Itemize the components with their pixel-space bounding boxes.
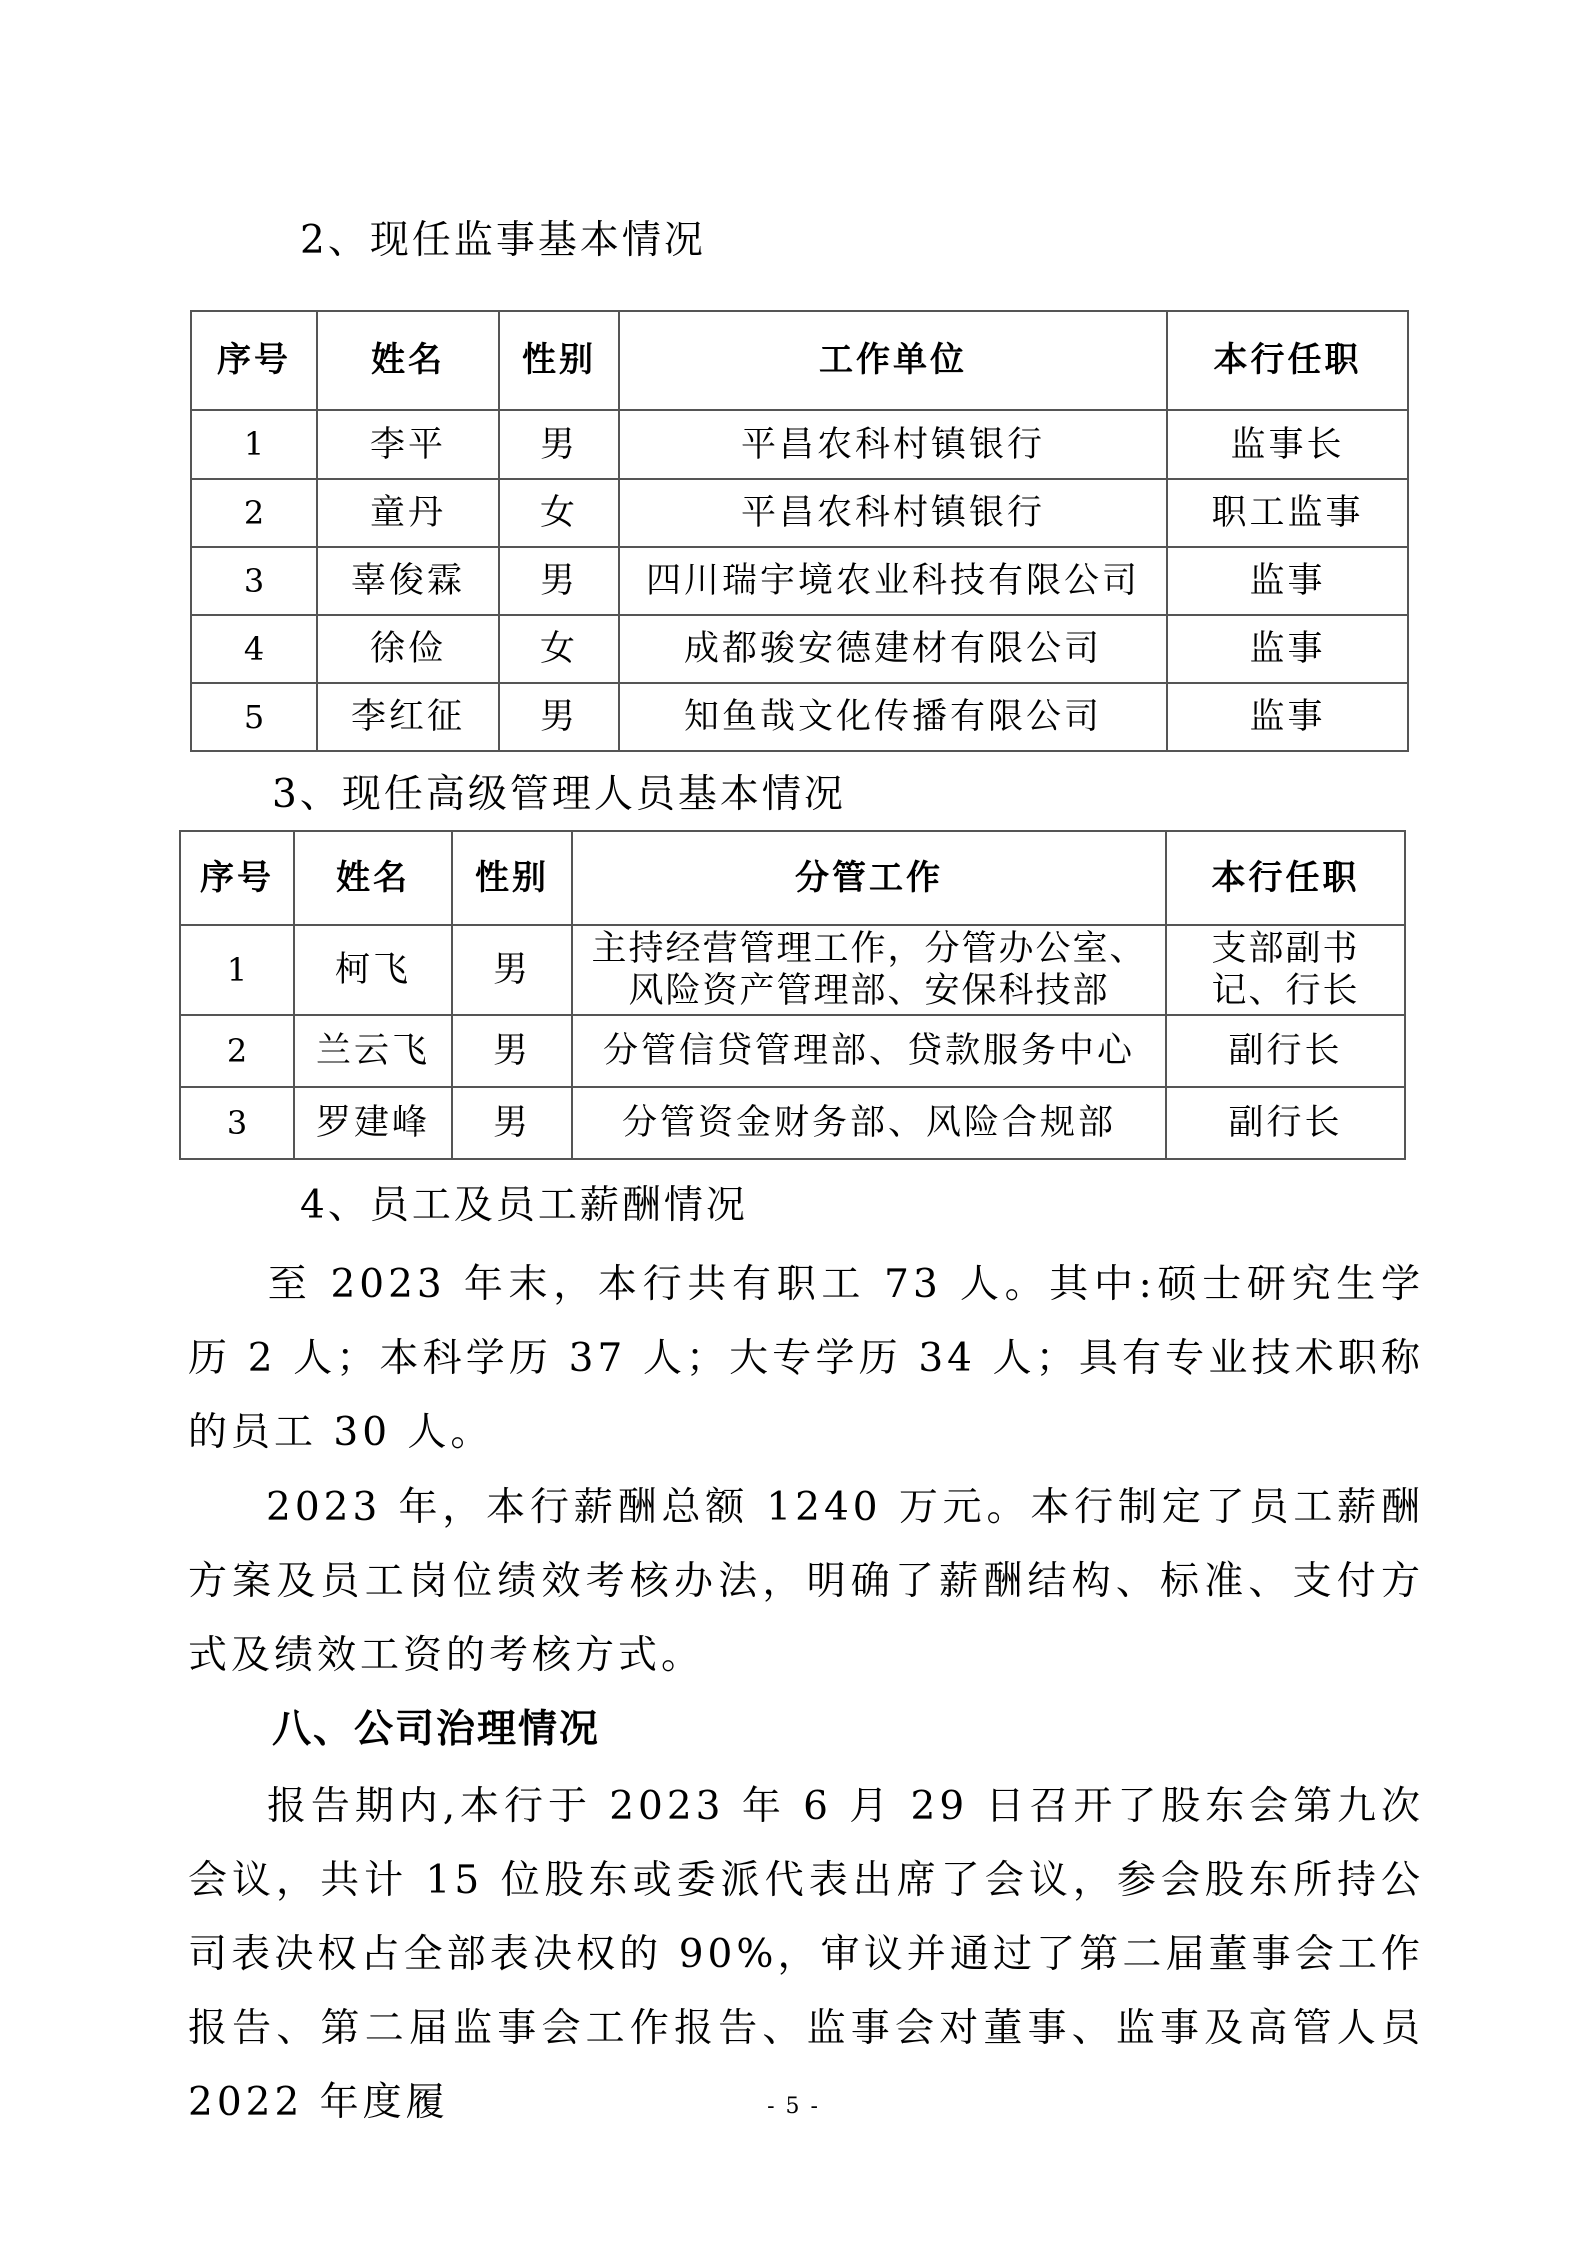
governance-paragraph xyxy=(188,1770,1424,2140)
section3-title: 3、现任高级管理人员基本情况 xyxy=(272,772,846,817)
table-cell: 成都骏安德建材有限公司 xyxy=(619,615,1167,683)
table-cell: 兰云飞 xyxy=(294,1015,452,1087)
header-cell: 序号 xyxy=(180,831,294,925)
table-cell: 平昌农科村镇银行 xyxy=(619,479,1167,547)
table-cell: 5 xyxy=(191,683,317,751)
page-number: - 5 - xyxy=(767,2094,820,2119)
table-row xyxy=(191,410,1408,479)
section4-title: 4、员工及员工薪酬情况 xyxy=(300,1183,748,1228)
section8-title: 八、公司治理情况 xyxy=(272,1707,601,1752)
table-cell: 四川瑞宇境农业科技有限公司 xyxy=(619,547,1167,615)
table-row xyxy=(191,683,1408,751)
table-cell: 男 xyxy=(452,1015,572,1087)
table-cell: 辜俊霖 xyxy=(317,547,499,615)
header-cell: 性别 xyxy=(452,831,572,925)
table-row xyxy=(180,1015,1405,1087)
paragraph-text: 至 2023 年末，本行共有职工 73 人。其中:硕士研究生学历 2 人；本科学历 37 人；大专学历 34 人；具有专业技术职称的员工 30 人。 xyxy=(188,1262,1424,1455)
table-cell: 徐俭 xyxy=(317,615,499,683)
table-header-row xyxy=(191,311,1408,410)
header-cell: 本行任职 xyxy=(1166,831,1405,925)
header-cell: 工作单位 xyxy=(619,311,1167,410)
table-cell: 分管信贷管理部、贷款服务中心 xyxy=(572,1015,1166,1087)
employee-count-paragraph xyxy=(188,1248,1424,1470)
table-cell: 1 xyxy=(191,410,317,479)
table-cell: 副行长 xyxy=(1166,1087,1405,1159)
table-cell: 职工监事 xyxy=(1167,479,1408,547)
table-cell: 柯飞 xyxy=(294,925,452,1015)
header-cell: 本行任职 xyxy=(1167,311,1408,410)
table-row xyxy=(191,479,1408,547)
header-cell: 姓名 xyxy=(294,831,452,925)
table-cell: 女 xyxy=(499,479,619,547)
table-cell: 监事长 xyxy=(1167,410,1408,479)
table-row xyxy=(191,615,1408,683)
table-cell: 男 xyxy=(452,1087,572,1159)
table-cell: 主持经营管理工作，分管办公室、风险资产管理部、安保科技部 xyxy=(572,925,1166,1015)
paragraph-text: 报告期内,本行于 2023 年 6 月 29 日召开了股东会第九次会议，共计 15 位股东或委派代表出席了会议，参会股东所持公司表决权占全部表决权的 90%，审议并通过了第二届董事会工作报告、第二届监事会工作报告、监事会对董事、监事及高管人员 2022 年度履 xyxy=(188,1784,1424,2125)
table-cell: 1 xyxy=(180,925,294,1015)
table-cell: 罗建峰 xyxy=(294,1087,452,1159)
header-cell: 姓名 xyxy=(317,311,499,410)
table-cell: 李红征 xyxy=(317,683,499,751)
header-cell: 序号 xyxy=(191,311,317,410)
table-cell: 支部副书记、行长 xyxy=(1166,925,1405,1015)
table-cell: 平昌农科村镇银行 xyxy=(619,410,1167,479)
table-cell: 女 xyxy=(499,615,619,683)
table-cell: 4 xyxy=(191,615,317,683)
salary-paragraph xyxy=(188,1471,1424,1693)
header-cell: 分管工作 xyxy=(572,831,1166,925)
header-cell: 性别 xyxy=(499,311,619,410)
table-cell: 李平 xyxy=(317,410,499,479)
supervisors-table xyxy=(190,310,1409,752)
table-cell: 男 xyxy=(499,410,619,479)
table-cell: 监事 xyxy=(1167,547,1408,615)
table-cell: 分管资金财务部、风险合规部 xyxy=(572,1087,1166,1159)
table-cell: 3 xyxy=(180,1087,294,1159)
table-cell: 男 xyxy=(499,683,619,751)
table-cell: 男 xyxy=(452,925,572,1015)
table-cell: 知鱼哉文化传播有限公司 xyxy=(619,683,1167,751)
table-cell: 童丹 xyxy=(317,479,499,547)
table-cell: 2 xyxy=(191,479,317,547)
table-cell: 监事 xyxy=(1167,683,1408,751)
table-row xyxy=(180,925,1405,1015)
table-cell: 2 xyxy=(180,1015,294,1087)
table-cell: 副行长 xyxy=(1166,1015,1405,1087)
table-row xyxy=(191,547,1408,615)
section2-title: 2、现任监事基本情况 xyxy=(300,218,706,263)
table-cell: 男 xyxy=(499,547,619,615)
table-header-row xyxy=(180,831,1405,925)
table-cell: 3 xyxy=(191,547,317,615)
management-table xyxy=(179,830,1406,1160)
table-cell: 监事 xyxy=(1167,615,1408,683)
table-row xyxy=(180,1087,1405,1159)
paragraph-text: 2023 年，本行薪酬总额 1240 万元。本行制定了员工薪酬方案及员工岗位绩效考核办法，明确了薪酬结构、标准、支付方式及绩效工资的考核方式。 xyxy=(188,1485,1424,1678)
